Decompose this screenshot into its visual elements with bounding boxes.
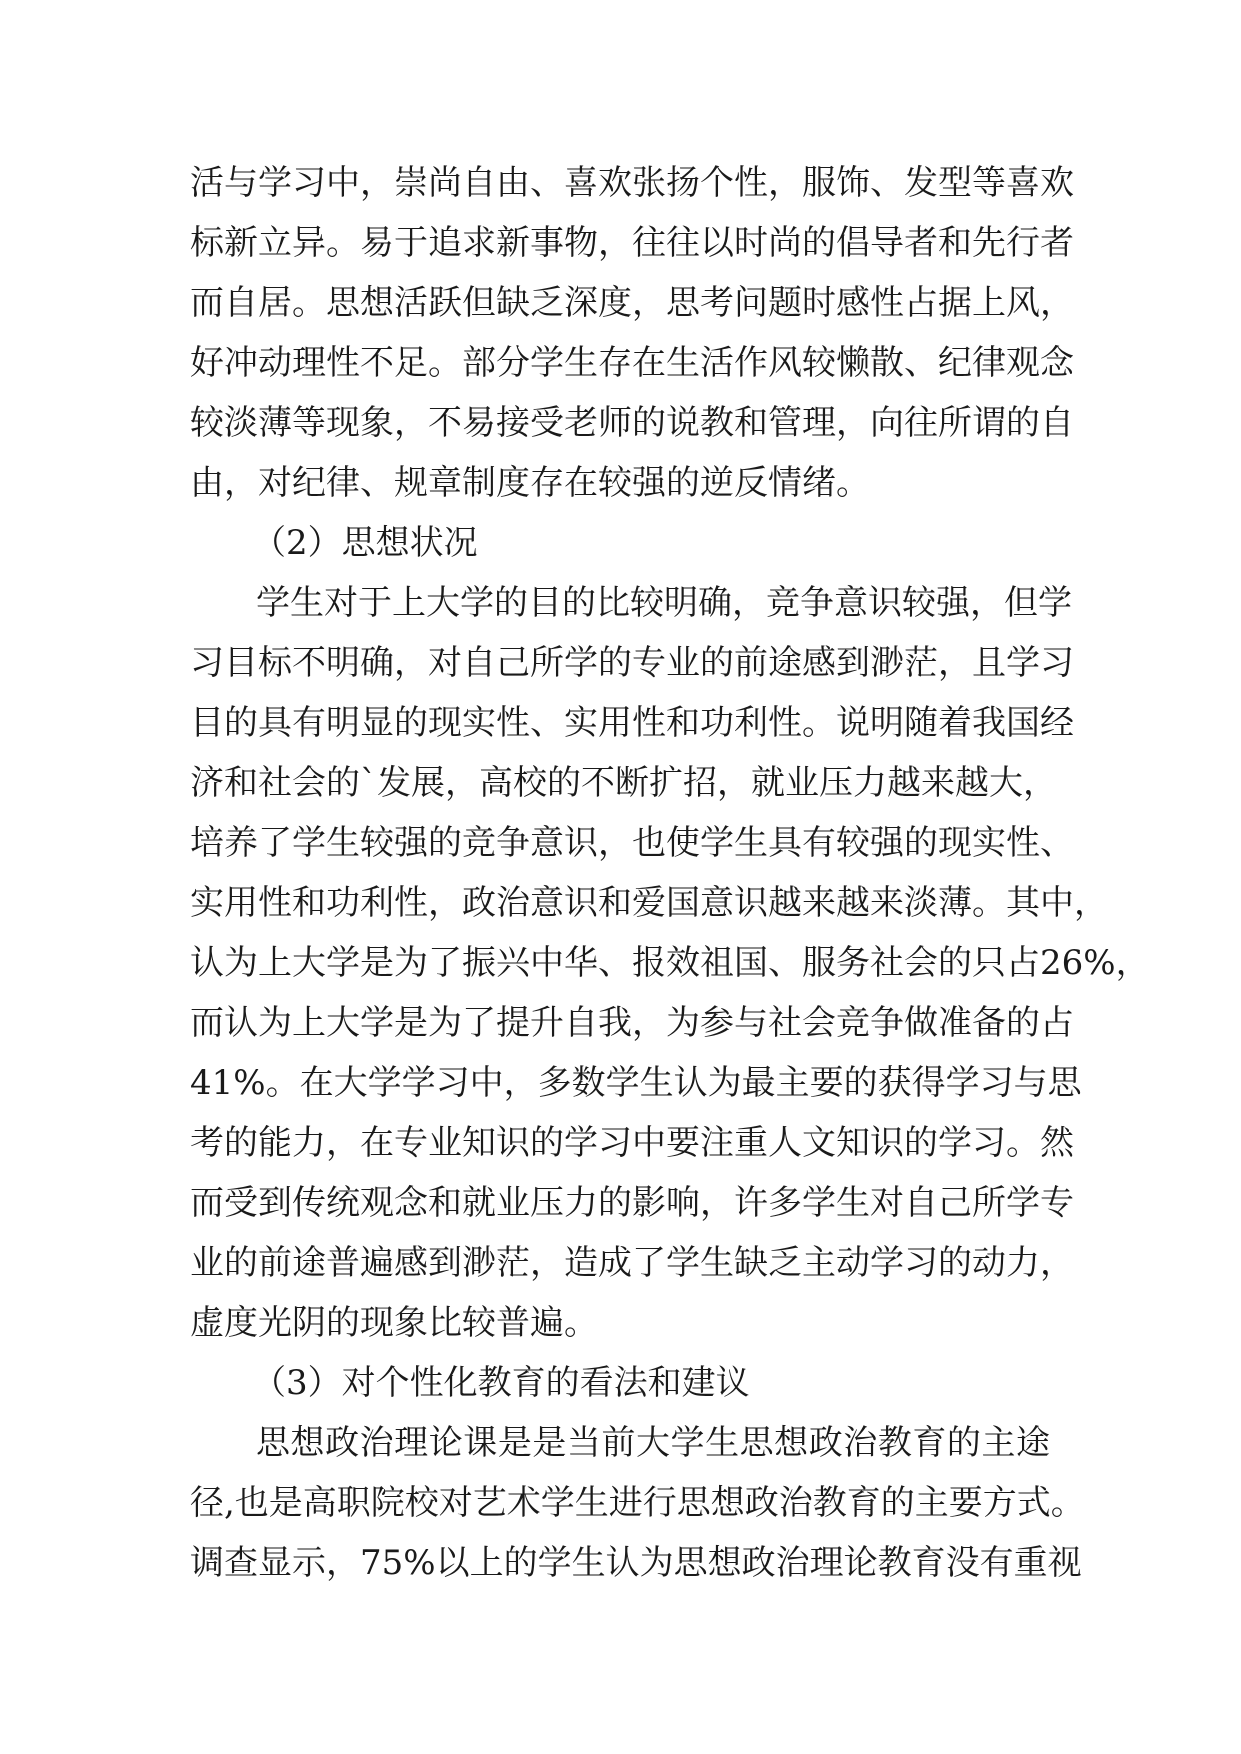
text-line: 好冲动理性不足。部分学生存在生活作风较懒散、纪律观念 — [190, 343, 1074, 383]
paragraph-first-line: 思想政治理论课是是当前大学生思想政治教育的主途 — [256, 1423, 1050, 1463]
text-line: 活与学习中，崇尚自由、喜欢张扬个性，服饰、发型等喜欢 — [190, 163, 1074, 203]
text-line: 由，对纪律、规章制度存在较强的逆反情绪。 — [190, 463, 870, 503]
text-line: 径,也是高职院校对艺术学生进行思想政治教育的主要方式。 — [190, 1483, 1085, 1523]
text-line: 实用性和功利性，政治意识和爱国意识越来越来淡薄。其中， — [190, 883, 1108, 923]
paragraph-first-line: 学生对于上大学的目的比较明确，竞争意识较强，但学 — [256, 583, 1072, 623]
text-line: 41%。在大学学习中，多数学生认为最主要的获得学习与思 — [190, 1063, 1082, 1103]
text-line: 习目标不明确，对自己所学的专业的前途感到渺茫，且学习 — [190, 643, 1074, 683]
text-line: 调查显示，75%以上的学生认为思想政治理论教育没有重视 — [190, 1543, 1082, 1583]
text-line: 而自居。思想活跃但缺乏深度，思考问题时感性占据上风， — [190, 283, 1074, 323]
section-heading: （3）对个性化教育的看法和建议 — [252, 1363, 750, 1403]
text-line: 而认为上大学是为了提升自我，为参与社会竞争做准备的占 — [190, 1003, 1074, 1043]
text-line: 而受到传统观念和就业压力的影响，许多学生对自己所学专 — [190, 1183, 1074, 1223]
text-line: 目的具有明显的现实性、实用性和功利性。说明随着我国经 — [190, 703, 1074, 743]
text-line: 认为上大学是为了振兴中华、报效祖国、服务社会的只占26%， — [190, 943, 1150, 983]
text-line: 标新立异。易于追求新事物，往往以时尚的倡导者和先行者 — [190, 223, 1074, 263]
text-line: 业的前途普遍感到渺茫，造成了学生缺乏主动学习的动力， — [190, 1243, 1074, 1283]
text-line: 济和社会的`发展，高校的不断扩招，就业压力越来越大， — [190, 763, 1057, 803]
text-line: 较淡薄等现象，不易接受老师的说教和管理，向往所谓的自 — [190, 403, 1074, 443]
text-line: 考的能力，在专业知识的学习中要注重人文知识的学习。然 — [190, 1123, 1074, 1163]
text-line: 虚度光阴的现象比较普遍。 — [190, 1303, 598, 1343]
text-line: 培养了学生较强的竞争意识，也使学生具有较强的现实性、 — [190, 823, 1074, 863]
section-heading: （2）思想状况 — [252, 523, 478, 563]
